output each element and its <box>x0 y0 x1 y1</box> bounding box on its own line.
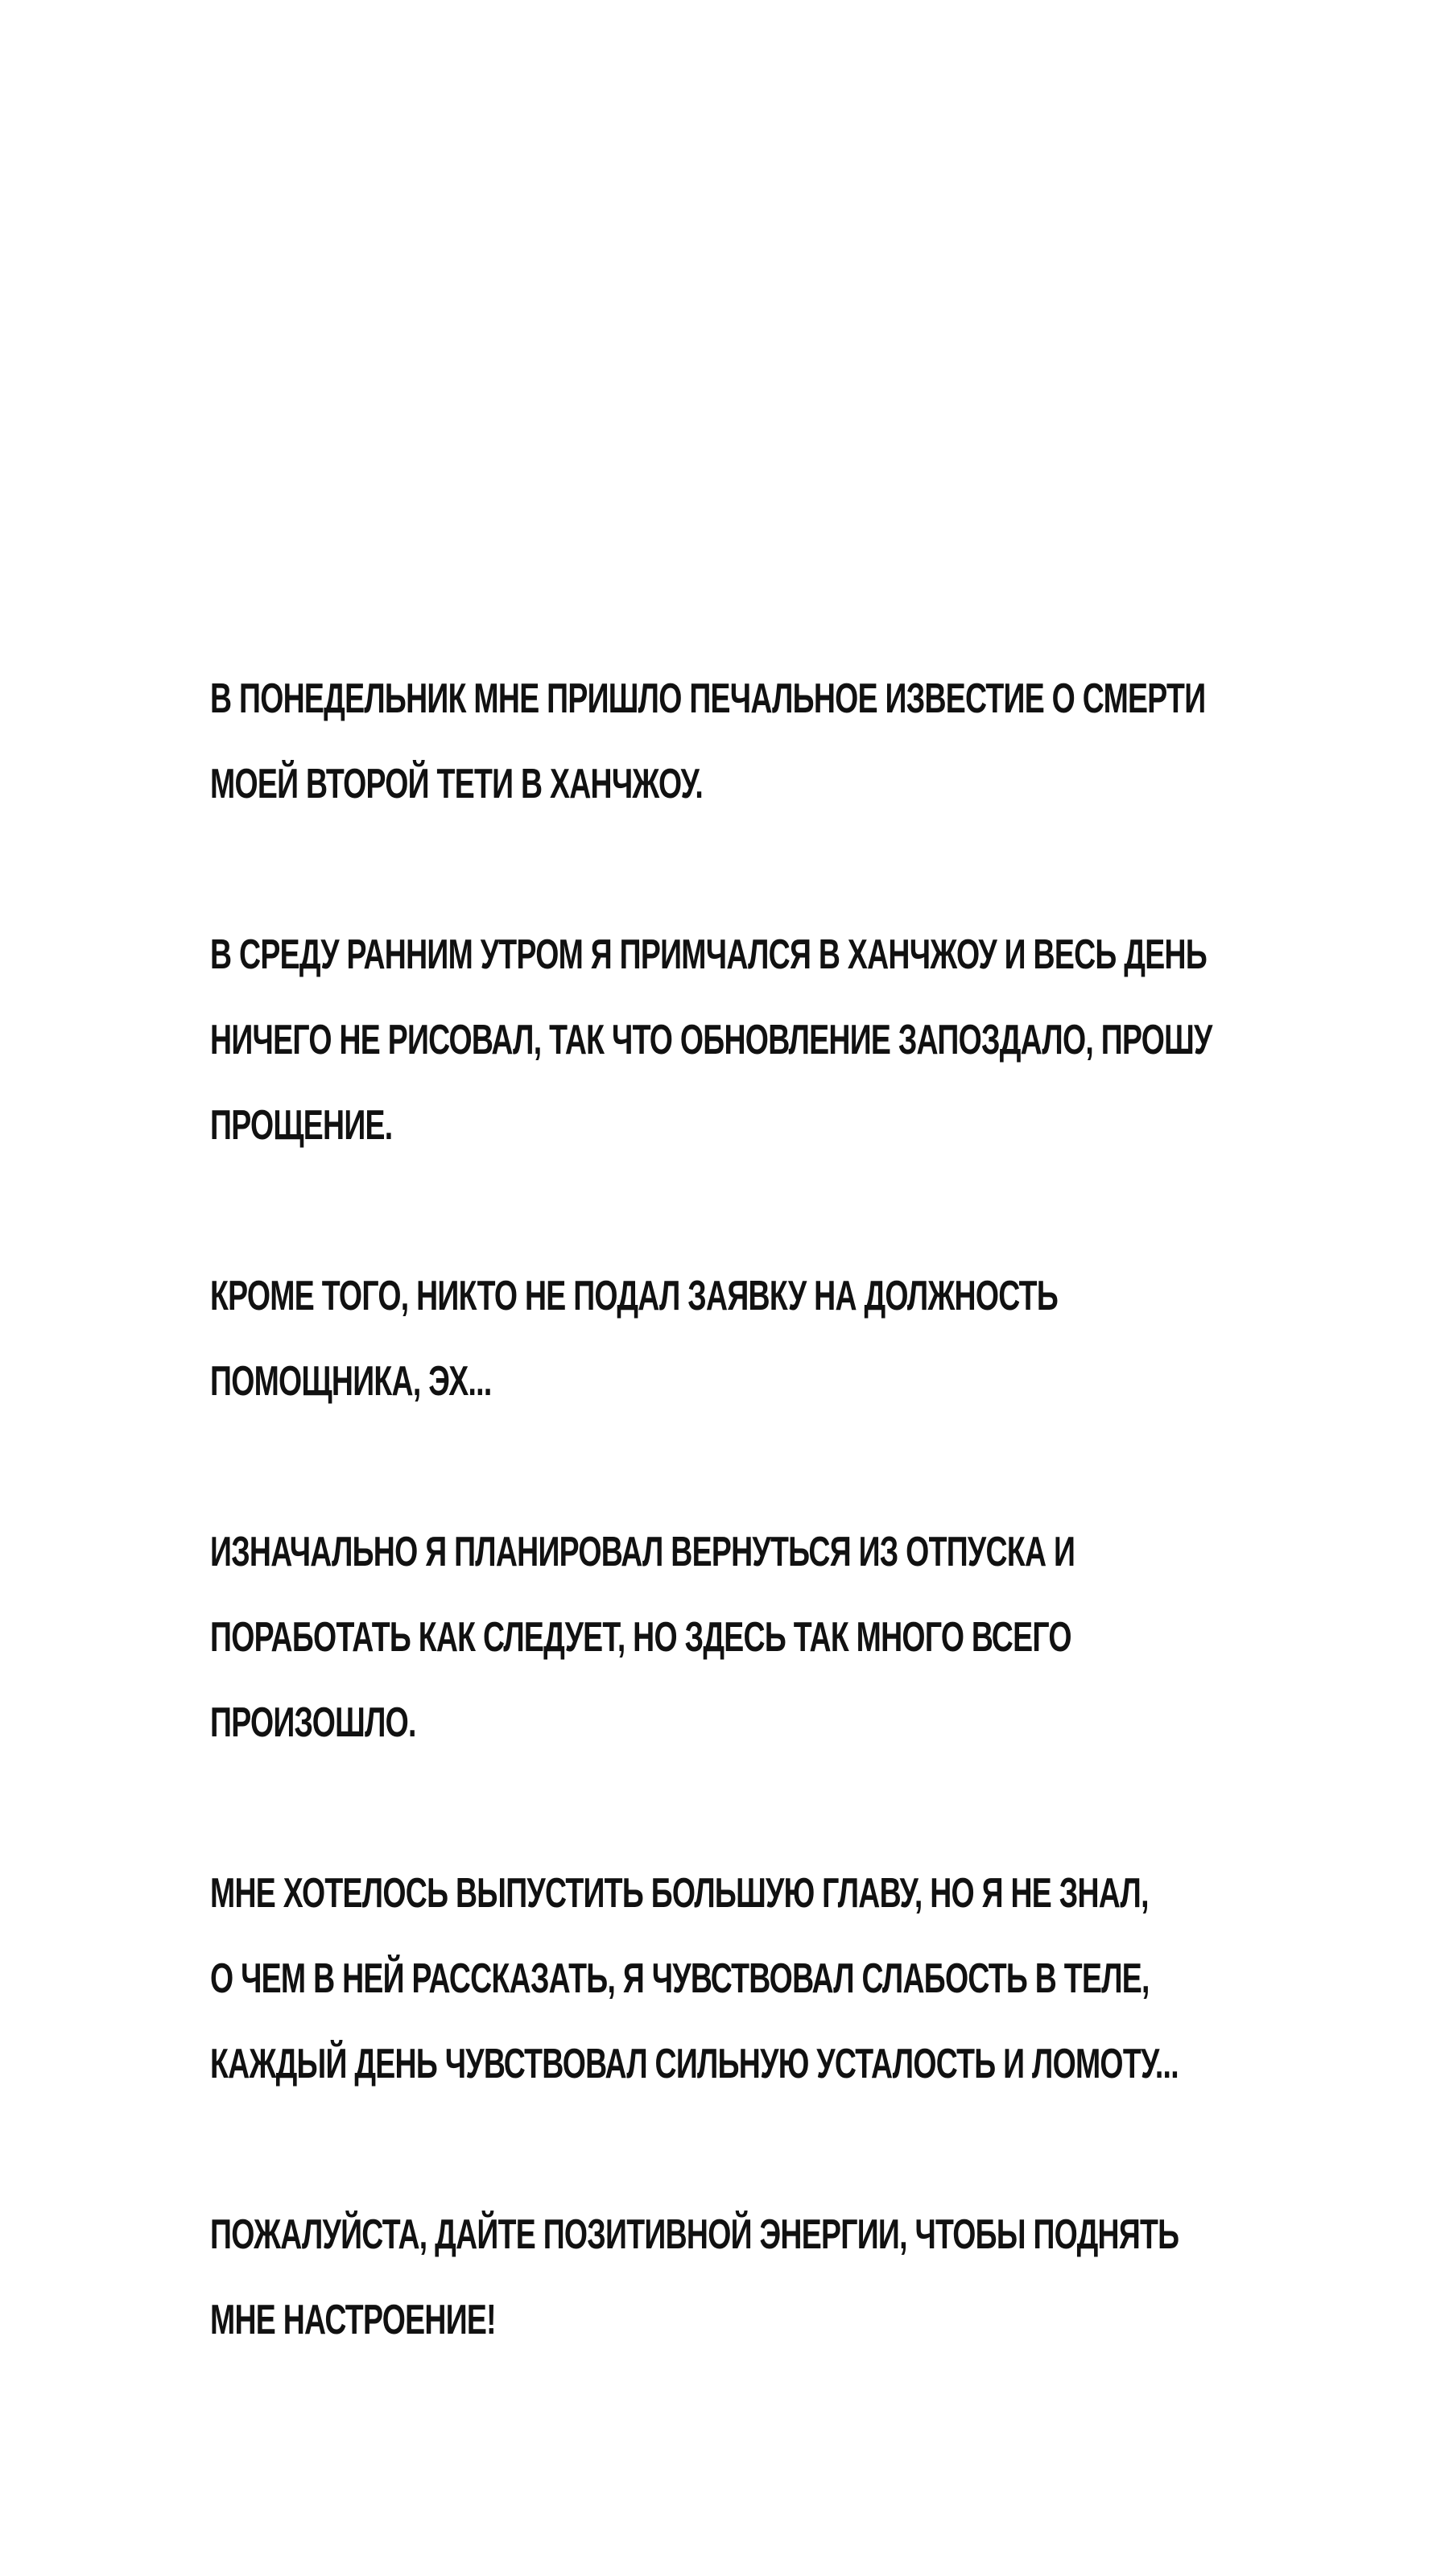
text-line: О ЧЕМ В НЕЙ РАССКАЗАТЬ, Я ЧУВСТВОВАЛ СЛАБОСТЬ В ТЕЛЕ, <box>210 1955 1150 2002</box>
text-line: НИЧЕГО НЕ РИСОВАЛ, ТАК ЧТО ОБНОВЛЕНИЕ ЗАПОЗДАЛО, ПРОШУ <box>210 1017 1212 1063</box>
text-line: ПОЖАЛУЙСТА, ДАЙТЕ ПОЗИТИВНОЙ ЭНЕРГИИ, ЧТОБЫ ПОДНЯТЬ <box>210 2211 1179 2258</box>
paragraph-big-chapter <box>210 1851 1305 2107</box>
text-line: ИЗНАЧАЛЬНО Я ПЛАНИРОВАЛ ВЕРНУТЬСЯ ИЗ ОТПУСКА И <box>210 1529 1075 1575</box>
text-line: МНЕ НАСТРОЕНИЕ! <box>210 2297 496 2343</box>
text-line: ПОРАБОТАТЬ КАК СЛЕДУЕТ, НО ЗДЕСЬ ТАК МНОГО ВСЕГО <box>210 1614 1071 1661</box>
paragraph-vacation-plans <box>210 1509 1305 1765</box>
text-line: ПРОИЗОШЛО. <box>210 1699 416 1746</box>
text-line: В СРЕДУ РАННИМ УТРОМ Я ПРИМЧАЛСЯ В ХАНЧЖОУ И ВЕСЬ ДЕНЬ <box>210 931 1208 978</box>
paragraph-trip-to-hangzhou <box>210 912 1305 1168</box>
paragraph-request-support <box>210 2192 1305 2363</box>
paragraph-assistant-position <box>210 1253 1305 1424</box>
text-line: ПОМОЩНИКА, ЭХ... <box>210 1358 492 1405</box>
paragraph-sad-news <box>210 656 1305 827</box>
text-line: КАЖДЫЙ ДЕНЬ ЧУВСТВОВАЛ СИЛЬНУЮ УСТАЛОСТЬ И ЛОМОТУ... <box>210 2041 1179 2087</box>
text-line: ПРОЩЕНИЕ. <box>210 1102 393 1149</box>
text-line: КРОМЕ ТОГО, НИКТО НЕ ПОДАЛ ЗАЯВКУ НА ДОЛЖНОСТЬ <box>210 1273 1059 1319</box>
text-line: МОЕЙ ВТОРОЙ ТЕТИ В ХАНЧЖОУ. <box>210 761 704 807</box>
author-note <box>210 656 1305 2448</box>
text-line: В ПОНЕДЕЛЬНИК МНЕ ПРИШЛО ПЕЧАЛЬНОЕ ИЗВЕСТИЕ О СМЕРТИ <box>210 675 1206 722</box>
text-line: МНЕ ХОТЕЛОСЬ ВЫПУСТИТЬ БОЛЬШУЮ ГЛАВУ, НО Я НЕ ЗНАЛ, <box>210 1870 1149 1917</box>
